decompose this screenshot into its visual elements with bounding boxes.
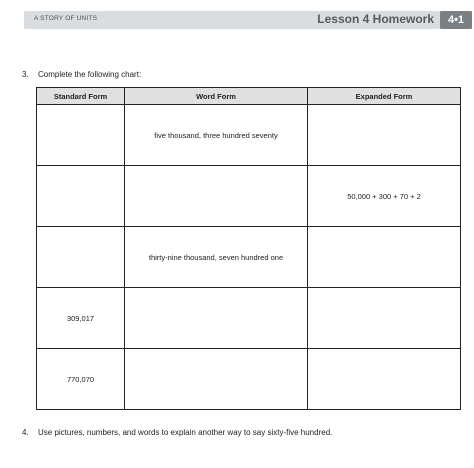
expanded-form-cell[interactable] (308, 288, 461, 349)
expanded-form-cell[interactable] (308, 349, 461, 410)
table-row (37, 288, 461, 349)
word-form-cell[interactable] (125, 166, 308, 227)
module-badge: 4•1 (440, 11, 472, 29)
standard-form-cell[interactable] (37, 227, 125, 288)
question-3 (22, 70, 141, 79)
table-header-row (37, 88, 461, 105)
word-form-cell[interactable]: thirty-nine thousand, seven hundred one (125, 227, 308, 288)
word-form-cell[interactable]: five thousand, three hundred seventy (125, 105, 308, 166)
question-3-number: 3. (22, 70, 29, 79)
table-row (37, 349, 461, 410)
expanded-form-cell[interactable]: 50,000 + 300 + 70 + 2 (308, 166, 461, 227)
header-expanded-form: Expanded Form (308, 88, 461, 105)
header-standard-form: Standard Form (37, 88, 125, 105)
curriculum-label: A STORY OF UNITS (34, 15, 98, 22)
question-4 (22, 428, 332, 437)
question-4-number: 4. (22, 428, 29, 437)
standard-form-cell[interactable]: 770,070 (37, 349, 125, 410)
lesson-title: Lesson 4 Homework (317, 12, 434, 26)
standard-form-cell[interactable] (37, 105, 125, 166)
expanded-form-cell[interactable] (308, 105, 461, 166)
word-form-cell[interactable] (125, 288, 308, 349)
standard-form-cell[interactable] (37, 166, 125, 227)
question-4-prompt: Use pictures, numbers, and words to explain another way to say sixty-five hundred. (38, 428, 333, 437)
table-row (37, 166, 461, 227)
table-row (37, 227, 461, 288)
standard-form-cell[interactable]: 309,017 (37, 288, 125, 349)
table-row (37, 105, 461, 166)
header-word-form: Word Form (125, 88, 308, 105)
page-header (24, 11, 440, 29)
question-3-prompt: Complete the following chart: (38, 70, 142, 79)
expanded-form-cell[interactable] (308, 227, 461, 288)
word-form-cell[interactable] (125, 349, 308, 410)
place-value-chart (36, 87, 461, 410)
